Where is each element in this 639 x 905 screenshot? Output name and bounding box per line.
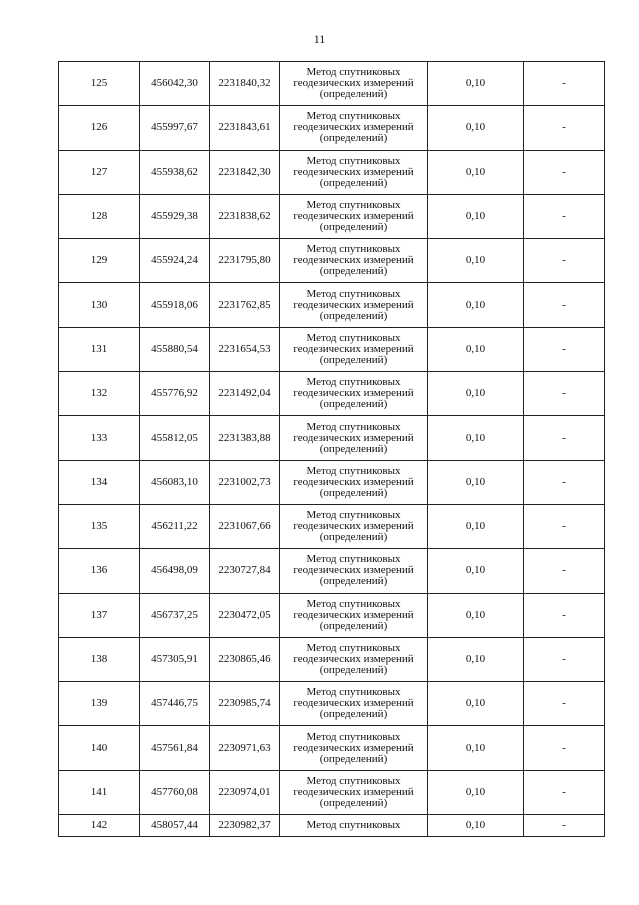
x-coordinate-cell-text: 457446,75 xyxy=(151,697,198,710)
method-cell xyxy=(280,106,428,150)
accuracy-cell xyxy=(428,637,524,681)
y-coordinate-cell xyxy=(210,372,280,416)
table-row xyxy=(59,815,605,837)
note-cell xyxy=(524,327,605,371)
x-coordinate-cell xyxy=(140,549,210,593)
note-cell-text: - xyxy=(562,298,566,311)
note-cell xyxy=(524,770,605,814)
x-coordinate-cell-text: 456498,09 xyxy=(151,564,198,577)
note-cell xyxy=(524,726,605,770)
point-number-cell xyxy=(59,283,140,327)
y-coordinate-cell-text: 2230971,63 xyxy=(218,741,271,754)
y-coordinate-cell-text: 2230472,05 xyxy=(218,608,271,621)
accuracy-cell-text: 0,10 xyxy=(465,608,486,621)
point-number-cell xyxy=(59,504,140,548)
x-coordinate-cell xyxy=(140,504,210,548)
x-coordinate-cell-text: 455929,38 xyxy=(151,210,198,223)
method-cell xyxy=(280,770,428,814)
point-number-cell-text: 125 xyxy=(90,77,108,90)
table-row xyxy=(59,283,605,327)
method-cell xyxy=(280,549,428,593)
y-coordinate-cell xyxy=(210,416,280,460)
x-coordinate-cell-text: 455938,62 xyxy=(151,165,198,178)
x-coordinate-cell-text: 458057,44 xyxy=(151,819,198,832)
note-cell-text: - xyxy=(562,121,566,134)
point-number-cell xyxy=(59,416,140,460)
x-coordinate-cell-text: 456211,22 xyxy=(151,520,198,533)
point-number-cell xyxy=(59,549,140,593)
point-number-cell xyxy=(59,460,140,504)
y-coordinate-cell-text: 2231067,66 xyxy=(218,520,271,533)
point-number-cell xyxy=(59,239,140,283)
method-cell-text: Метод спутниковых геодезических измерений (определений) xyxy=(293,243,414,278)
x-coordinate-cell-text: 457760,08 xyxy=(151,785,198,798)
x-coordinate-cell xyxy=(140,416,210,460)
accuracy-cell xyxy=(428,106,524,150)
method-cell-text: Метод спутниковых геодезических измерений (определений) xyxy=(293,420,414,455)
note-cell xyxy=(524,150,605,194)
accuracy-cell-text: 0,10 xyxy=(465,697,486,710)
x-coordinate-cell xyxy=(140,327,210,371)
x-coordinate-cell-text: 455776,92 xyxy=(151,387,198,400)
y-coordinate-cell xyxy=(210,327,280,371)
x-coordinate-cell-text: 455997,67 xyxy=(151,121,198,134)
table-row xyxy=(59,239,605,283)
note-cell-text: - xyxy=(562,475,566,488)
accuracy-cell xyxy=(428,62,524,106)
point-number-cell-text: 134 xyxy=(90,475,108,488)
y-coordinate-cell-text: 2230982,37 xyxy=(218,819,271,832)
accuracy-cell xyxy=(428,504,524,548)
table-row xyxy=(59,637,605,681)
accuracy-cell xyxy=(428,283,524,327)
point-number-cell-text: 140 xyxy=(90,741,108,754)
accuracy-cell-text: 0,10 xyxy=(465,741,486,754)
page-number: 11 xyxy=(313,32,326,46)
note-cell xyxy=(524,682,605,726)
note-cell xyxy=(524,283,605,327)
point-number-cell-text: 137 xyxy=(90,608,108,621)
y-coordinate-cell-text: 2231842,30 xyxy=(218,165,271,178)
x-coordinate-cell-text: 455880,54 xyxy=(151,342,198,355)
method-cell-text: Метод спутниковых геодезических измерений (определений) xyxy=(293,774,414,809)
x-coordinate-cell-text: 457305,91 xyxy=(151,653,198,665)
note-cell-text: - xyxy=(562,697,566,710)
method-cell xyxy=(280,194,428,238)
method-cell-text: Метод спутниковых геодезических измерений (определений) xyxy=(293,376,414,411)
method-cell xyxy=(280,815,428,837)
coordinates-table xyxy=(58,61,605,837)
method-cell-text: Метод спутниковых геодезических измерений (определений) xyxy=(293,553,414,588)
accuracy-cell xyxy=(428,726,524,770)
note-cell-text: - xyxy=(562,254,566,267)
point-number-cell xyxy=(59,770,140,814)
note-cell-text: - xyxy=(562,653,566,665)
point-number-cell-text: 136 xyxy=(90,564,108,577)
accuracy-cell-text: 0,10 xyxy=(465,475,486,488)
x-coordinate-cell xyxy=(140,815,210,837)
x-coordinate-cell xyxy=(140,194,210,238)
accuracy-cell xyxy=(428,327,524,371)
point-number-cell xyxy=(59,815,140,837)
point-number-cell-text: 138 xyxy=(90,653,108,665)
point-number-cell-text: 142 xyxy=(90,819,108,832)
x-coordinate-cell xyxy=(140,726,210,770)
x-coordinate-cell xyxy=(140,770,210,814)
accuracy-cell xyxy=(428,194,524,238)
table-body xyxy=(59,62,605,837)
x-coordinate-cell xyxy=(140,62,210,106)
note-cell xyxy=(524,416,605,460)
y-coordinate-cell-text: 2230865,46 xyxy=(218,653,271,665)
accuracy-cell xyxy=(428,815,524,837)
table-row xyxy=(59,416,605,460)
y-coordinate-cell-text: 2231795,80 xyxy=(218,254,271,267)
note-cell xyxy=(524,194,605,238)
table-row xyxy=(59,372,605,416)
accuracy-cell-text: 0,10 xyxy=(465,298,486,311)
y-coordinate-cell-text: 2231843,61 xyxy=(218,121,271,134)
accuracy-cell xyxy=(428,460,524,504)
y-coordinate-cell-text: 2230974,01 xyxy=(218,785,271,798)
accuracy-cell-text: 0,10 xyxy=(465,785,486,798)
note-cell-text: - xyxy=(562,165,566,178)
accuracy-cell-text: 0,10 xyxy=(465,210,486,223)
x-coordinate-cell-text: 455812,05 xyxy=(151,431,198,444)
point-number-cell xyxy=(59,327,140,371)
note-cell-text: - xyxy=(562,741,566,754)
accuracy-cell-text: 0,10 xyxy=(465,564,486,577)
method-cell-text: Метод спутниковых геодезических измерений (определений) xyxy=(293,287,414,322)
point-number-cell-text: 127 xyxy=(90,165,108,178)
note-cell-text: - xyxy=(562,819,566,832)
accuracy-cell-text: 0,10 xyxy=(465,520,486,533)
note-cell xyxy=(524,637,605,681)
y-coordinate-cell xyxy=(210,106,280,150)
point-number-cell xyxy=(59,593,140,637)
y-coordinate-cell-text: 2231654,53 xyxy=(218,342,271,355)
table-row xyxy=(59,194,605,238)
x-coordinate-cell-text: 456737,25 xyxy=(151,608,198,621)
y-coordinate-cell xyxy=(210,770,280,814)
table-row xyxy=(59,150,605,194)
accuracy-cell xyxy=(428,770,524,814)
point-number-cell-text: 126 xyxy=(90,121,108,134)
note-cell-text: - xyxy=(562,520,566,533)
table-row xyxy=(59,62,605,106)
table-row xyxy=(59,549,605,593)
point-number-cell-text: 135 xyxy=(90,520,108,533)
y-coordinate-cell xyxy=(210,194,280,238)
accuracy-cell xyxy=(428,239,524,283)
y-coordinate-cell xyxy=(210,283,280,327)
accuracy-cell-text: 0,10 xyxy=(465,165,486,178)
y-coordinate-cell xyxy=(210,549,280,593)
y-coordinate-cell xyxy=(210,460,280,504)
y-coordinate-cell-text: 2231838,62 xyxy=(218,210,271,223)
method-cell xyxy=(280,504,428,548)
method-cell xyxy=(280,239,428,283)
note-cell xyxy=(524,815,605,837)
y-coordinate-cell xyxy=(210,593,280,637)
y-coordinate-cell xyxy=(210,150,280,194)
method-cell-text: Метод спутниковых геодезических измерений (определений) xyxy=(293,464,414,499)
x-coordinate-cell xyxy=(140,106,210,150)
note-cell-text: - xyxy=(562,342,566,355)
note-cell-text: - xyxy=(562,387,566,400)
method-cell xyxy=(280,62,428,106)
x-coordinate-cell xyxy=(140,682,210,726)
y-coordinate-cell-text: 2230727,84 xyxy=(218,564,271,577)
method-cell xyxy=(280,150,428,194)
accuracy-cell-text: 0,10 xyxy=(465,77,486,90)
accuracy-cell-text: 0,10 xyxy=(465,819,486,832)
point-number-cell-text: 130 xyxy=(90,298,108,311)
y-coordinate-cell-text: 2231383,88 xyxy=(218,431,271,444)
point-number-cell xyxy=(59,372,140,416)
method-cell xyxy=(280,593,428,637)
y-coordinate-cell-text: 2231840,32 xyxy=(218,77,271,90)
point-number-cell xyxy=(59,106,140,150)
method-cell xyxy=(280,283,428,327)
accuracy-cell-text: 0,10 xyxy=(465,387,486,400)
method-cell-text: Метод спутниковых xyxy=(306,819,401,832)
note-cell xyxy=(524,593,605,637)
point-number-cell xyxy=(59,637,140,681)
x-coordinate-cell-text: 457561,84 xyxy=(151,741,198,754)
y-coordinate-cell-text: 2231002,73 xyxy=(218,475,271,488)
y-coordinate-cell-text: 2230985,74 xyxy=(218,697,271,710)
point-number-cell xyxy=(59,62,140,106)
table-row xyxy=(59,327,605,371)
accuracy-cell xyxy=(428,549,524,593)
note-cell-text: - xyxy=(562,785,566,798)
note-cell xyxy=(524,62,605,106)
x-coordinate-cell xyxy=(140,460,210,504)
point-number-cell-text: 128 xyxy=(90,210,108,223)
y-coordinate-cell xyxy=(210,815,280,837)
method-cell xyxy=(280,637,428,681)
accuracy-cell-text: 0,10 xyxy=(465,431,486,444)
method-cell-text: Метод спутниковых геодезических измерений (определений) xyxy=(293,199,414,234)
method-cell-text: Метод спутниковых геодезических измерений (определений) xyxy=(293,331,414,366)
note-cell-text: - xyxy=(562,431,566,444)
method-cell-text: Метод спутниковых геодезических измерений (определений) xyxy=(293,597,414,632)
x-coordinate-cell-text: 456042,30 xyxy=(151,77,198,90)
point-number-cell-text: 131 xyxy=(90,342,108,355)
x-coordinate-cell-text: 456083,10 xyxy=(151,475,198,488)
table-row xyxy=(59,682,605,726)
point-number-cell xyxy=(59,682,140,726)
y-coordinate-cell-text: 2231762,85 xyxy=(218,298,271,311)
table-row xyxy=(59,460,605,504)
point-number-cell-text: 139 xyxy=(90,697,108,710)
x-coordinate-cell xyxy=(140,239,210,283)
accuracy-cell-text: 0,10 xyxy=(465,342,486,355)
y-coordinate-cell xyxy=(210,239,280,283)
method-cell-text: Метод спутниковых геодезических измерений (определений) xyxy=(293,110,414,145)
note-cell xyxy=(524,239,605,283)
accuracy-cell xyxy=(428,593,524,637)
accuracy-cell-text: 0,10 xyxy=(465,121,486,134)
table-row xyxy=(59,593,605,637)
note-cell xyxy=(524,549,605,593)
x-coordinate-cell xyxy=(140,593,210,637)
accuracy-cell xyxy=(428,372,524,416)
table-row xyxy=(59,106,605,150)
method-cell-text: Метод спутниковых геодезических измерений (определений) xyxy=(293,730,414,765)
y-coordinate-cell xyxy=(210,637,280,681)
x-coordinate-cell xyxy=(140,372,210,416)
method-cell xyxy=(280,726,428,770)
note-cell-text: - xyxy=(562,564,566,577)
method-cell xyxy=(280,460,428,504)
method-cell xyxy=(280,327,428,371)
point-number-cell xyxy=(59,194,140,238)
table-row xyxy=(59,770,605,814)
note-cell xyxy=(524,460,605,504)
method-cell-text: Метод спутниковых геодезических измерений (определений) xyxy=(293,642,414,676)
note-cell-text: - xyxy=(562,210,566,223)
table-row xyxy=(59,504,605,548)
y-coordinate-cell xyxy=(210,726,280,770)
x-coordinate-cell-text: 455924,24 xyxy=(151,254,198,267)
note-cell xyxy=(524,372,605,416)
table-row xyxy=(59,726,605,770)
point-number-cell-text: 141 xyxy=(90,785,108,798)
accuracy-cell xyxy=(428,416,524,460)
method-cell xyxy=(280,682,428,726)
accuracy-cell-text: 0,10 xyxy=(465,254,486,267)
method-cell xyxy=(280,372,428,416)
point-number-cell-text: 132 xyxy=(90,387,108,400)
y-coordinate-cell xyxy=(210,504,280,548)
method-cell-text: Метод спутниковых геодезических измерений (определений) xyxy=(293,686,414,721)
x-coordinate-cell xyxy=(140,150,210,194)
point-number-cell xyxy=(59,726,140,770)
x-coordinate-cell xyxy=(140,637,210,681)
x-coordinate-cell xyxy=(140,283,210,327)
y-coordinate-cell xyxy=(210,682,280,726)
x-coordinate-cell-text: 455918,06 xyxy=(151,298,198,311)
method-cell xyxy=(280,416,428,460)
accuracy-cell xyxy=(428,150,524,194)
note-cell-text: - xyxy=(562,608,566,621)
accuracy-cell xyxy=(428,682,524,726)
point-number-cell-text: 133 xyxy=(90,431,108,444)
point-number-cell-text: 129 xyxy=(90,254,108,267)
note-cell-text: - xyxy=(562,77,566,90)
method-cell-text: Метод спутниковых геодезических измерений (определений) xyxy=(293,154,414,189)
y-coordinate-cell-text: 2231492,04 xyxy=(218,387,271,400)
note-cell xyxy=(524,106,605,150)
point-number-cell xyxy=(59,150,140,194)
note-cell xyxy=(524,504,605,548)
method-cell-text: Метод спутниковых геодезических измерений (определений) xyxy=(293,509,414,544)
y-coordinate-cell xyxy=(210,62,280,106)
method-cell-text: Метод спутниковых геодезических измерений (определений) xyxy=(293,66,414,101)
accuracy-cell-text: 0,10 xyxy=(465,653,486,665)
